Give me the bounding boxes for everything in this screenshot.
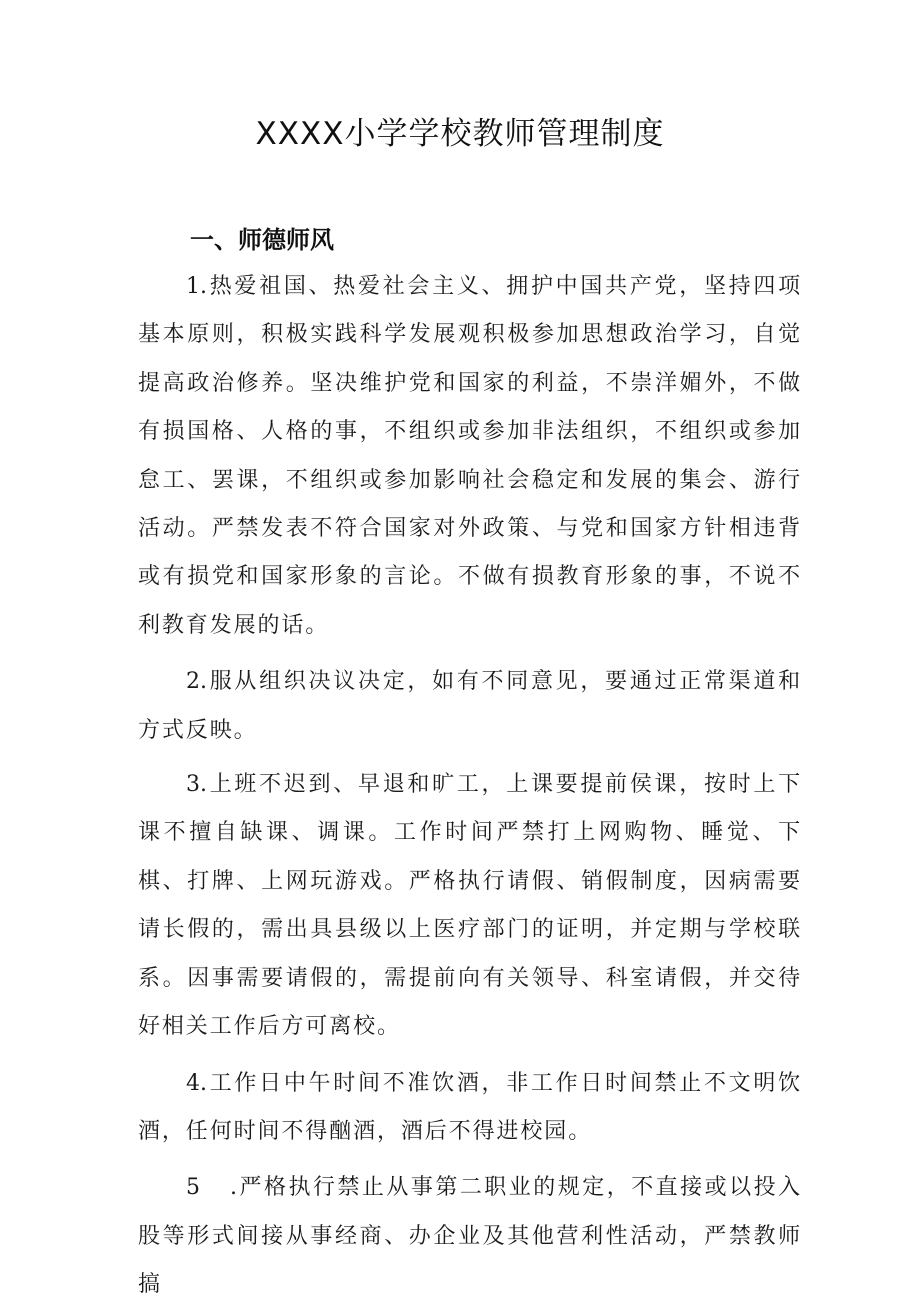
rule-item-1	[138, 263, 802, 650]
rule-item-4	[138, 1060, 802, 1157]
item-number: 5	[186, 1175, 200, 1201]
item-number: 2	[186, 669, 200, 695]
rule-item-5	[138, 1164, 802, 1309]
document-title: XXXX小学学校教师管理制度	[255, 116, 665, 152]
rule-item-2	[138, 658, 802, 755]
section-body	[138, 263, 802, 1310]
item-text: .上班不迟到、早退和旷工，上课要提前侯课，按时上下课不擅自缺课、调课。工作时间严禁打上网购物、睡觉、下棋、打牌、上网玩游戏。严格执行请假、销假制度，因病需要请长假的，需出具县级以上医疗部门的证明，并定期与学校联系。因事需要请假的，需提前向有关领导、科室请假，并交待好相关工作后方可离校。	[138, 772, 802, 1040]
item-text: .热爱祖国、热爱社会主义、拥护中国共产党，坚持四项基本原则，积极实践科学发展观积极参加思想政治学习，自觉提高政治修养。坚决维护党和国家的利益，不崇洋媚外，不做有损国格、人格的事，不组织或参加非法组织，不组织或参加怠工、罢课，不组织或参加影响社会稳定和发展的集会、游行活动。严禁发表不符合国家对外政策、与党和国家方针相违背或有损党和国家形象的言论。不做有损教育形象的事，不说不利教育发展的话。	[138, 274, 802, 638]
item-text: .工作日中午时间不准饮酒，非工作日时间禁止不文明饮酒，任何时间不得酗酒，酒后不得进校园。	[138, 1070, 802, 1144]
item-number: 4	[186, 1070, 200, 1096]
rule-item-3	[138, 761, 802, 1051]
item-number: 1	[186, 274, 200, 299]
item-text: .服从组织决议决定，如有不同意见，要通过正常渠道和方式反映。	[138, 669, 802, 743]
section-heading: 一、师德师风	[190, 226, 334, 254]
item-number: 3	[186, 772, 200, 798]
item-text: .严格执行禁止从事第二职业的规定，不直接或以投入股等形式间接从事经商、办企业及其他营利性活动，严禁教师搞	[138, 1175, 802, 1298]
